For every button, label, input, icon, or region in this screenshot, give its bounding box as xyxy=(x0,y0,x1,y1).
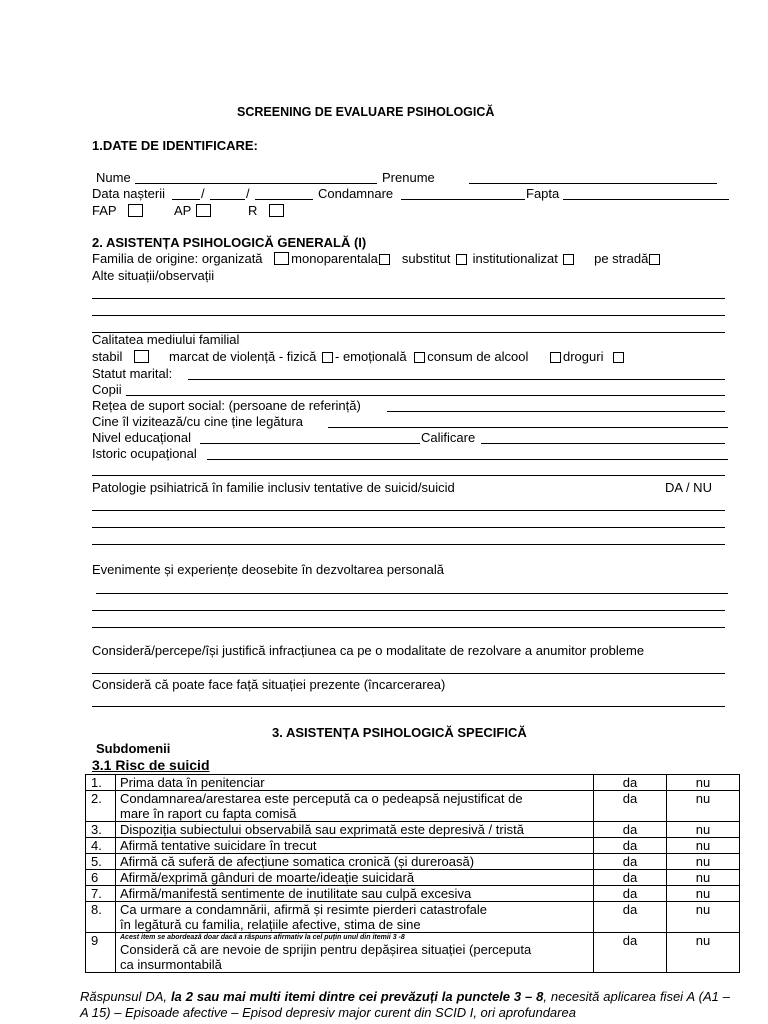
question-text: Afirmă/exprimă gânduri de moarte/ideație suicidară xyxy=(120,870,415,885)
table-row xyxy=(86,854,740,870)
ap-checkbox[interactable] xyxy=(196,204,211,217)
answer-nu[interactable]: nu xyxy=(667,886,740,902)
nume-field[interactable] xyxy=(135,183,377,184)
droguri-label: droguri xyxy=(562,349,604,364)
answer-da[interactable]: da xyxy=(594,854,667,870)
substitut-checkbox[interactable] xyxy=(456,254,467,265)
row-question xyxy=(116,775,594,791)
violenta-fizica-label: marcat de violență - fizică xyxy=(168,349,317,364)
section3-heading: 3. ASISTENȚA PSIHOLOGICĂ SPECIFICĂ xyxy=(272,725,527,740)
monoparentala-label: monoparentala xyxy=(291,251,378,266)
evenimente-line[interactable] xyxy=(92,610,725,611)
institutionalizat-checkbox[interactable] xyxy=(563,254,574,265)
istoric-ocupational-field[interactable] xyxy=(207,459,728,460)
answer-nu[interactable]: nu xyxy=(667,838,740,854)
substitut-label: substitut xyxy=(401,251,451,266)
footnote-end: , necesită aplicarea fisei A (A1 – A 15) – Episoade afective – Episod depresiv major curent din SCID I, ori aprofundarea xyxy=(80,989,730,1020)
answer-nu[interactable]: nu xyxy=(667,870,740,886)
table-row xyxy=(86,870,740,886)
data-nasterii-label: Data nașterii xyxy=(92,186,165,201)
answer-da[interactable]: da xyxy=(594,886,667,902)
organizata-checkbox[interactable] xyxy=(274,252,289,265)
row-number: 4. xyxy=(86,838,116,854)
birth-year-field[interactable] xyxy=(255,199,313,200)
nivel-educational-field[interactable] xyxy=(200,443,420,444)
institutionalizat-label: institutionalizat xyxy=(472,251,558,266)
date-separator: / xyxy=(201,186,205,201)
considera-rezolvare-label: Consideră/percepe/își justifică infracțiunea ca pe o modalitate de rezolvare a anumitor probleme xyxy=(92,643,645,658)
answer-nu[interactable]: nu xyxy=(667,902,740,933)
nume-label: Nume xyxy=(96,170,131,185)
r-checkbox[interactable] xyxy=(269,204,284,217)
table-row xyxy=(86,775,740,791)
r-option xyxy=(248,203,286,218)
answer-nu[interactable]: nu xyxy=(667,775,740,791)
fap-label: FAP xyxy=(92,203,117,218)
row-question xyxy=(116,933,594,973)
row-number: 3. xyxy=(86,822,116,838)
alte-situatii-label: Alte situații/observații xyxy=(92,268,215,283)
violenta-fizica-checkbox[interactable] xyxy=(322,352,333,363)
retea-label: Rețea de suport social: (persoane de referință) xyxy=(92,398,361,413)
question-text: Ca urmare a condamnării, afirmă și resimte pierderi catastrofale xyxy=(120,902,488,917)
retea-field[interactable] xyxy=(387,411,725,412)
ap-label: AP xyxy=(174,203,192,218)
footnote xyxy=(80,989,730,1021)
answer-da[interactable]: da xyxy=(594,791,667,822)
viziteaza-label: Cine îl vizitează/cu cine ține legătura xyxy=(92,414,304,429)
patologie-line[interactable] xyxy=(92,527,725,528)
table-row xyxy=(86,886,740,902)
answer-nu[interactable]: nu xyxy=(667,854,740,870)
question-text: Afirmă că suferă de afecțiune somatica cronică (și dureroasă) xyxy=(120,854,475,869)
alcool-label: consum de alcool xyxy=(427,349,529,364)
emotionala-checkbox[interactable] xyxy=(414,352,425,363)
viziteaza-field[interactable] xyxy=(328,427,728,428)
patologie-line[interactable] xyxy=(92,544,725,545)
alte-situatii-line[interactable] xyxy=(92,298,725,299)
calificare-label: Calificare xyxy=(421,430,476,445)
question-text: Prima data în penitenciar xyxy=(120,775,265,790)
fap-option xyxy=(92,203,145,218)
familia-label: Familia de origine: organizată xyxy=(92,251,263,266)
question-text: Consideră că are nevoie de sprijin pentru depășirea situației (perceputa xyxy=(120,942,532,957)
table-row xyxy=(86,902,740,933)
question-text: Afirmă/manifestă sentimente de inutilitate sau culpă excesiva xyxy=(120,886,472,901)
strada-label: pe stradă xyxy=(594,251,649,266)
considera-situatie-label: Consideră că poate face față situației prezente (încarcerarea) xyxy=(92,677,446,692)
row-number: 5. xyxy=(86,854,116,870)
table-row xyxy=(86,791,740,822)
fapta-label: Fapta xyxy=(526,186,560,201)
subdomenii-label: Subdomenii xyxy=(96,741,171,756)
answer-da[interactable]: da xyxy=(594,775,667,791)
calitatea-options-row xyxy=(92,349,626,364)
row-question xyxy=(116,854,594,870)
emotionala-label: - emoțională xyxy=(335,349,407,364)
fapta-field[interactable] xyxy=(563,199,729,200)
r-label: R xyxy=(248,203,258,218)
patologie-line[interactable] xyxy=(92,510,725,511)
answer-nu[interactable]: nu xyxy=(667,933,740,973)
prenume-field[interactable] xyxy=(469,183,717,184)
evenimente-line[interactable] xyxy=(92,627,725,628)
monoparentala-checkbox[interactable] xyxy=(379,254,390,265)
nivel-educational-label: Nivel educațional xyxy=(92,430,192,445)
table-row xyxy=(86,838,740,854)
table-row xyxy=(86,822,740,838)
row-question xyxy=(116,902,594,933)
alte-situatii-line[interactable] xyxy=(92,315,725,316)
condamnare-label: Condamnare xyxy=(318,186,394,201)
table-row xyxy=(86,933,740,973)
section2-heading: 2. ASISTENȚA PSIHOLOGICĂ GENERALĂ (I) xyxy=(92,235,367,250)
row-question xyxy=(116,886,594,902)
row-question xyxy=(116,838,594,854)
prenume-label: Prenume xyxy=(382,170,435,185)
row-number: 9 xyxy=(86,933,116,973)
copii-label: Copii xyxy=(92,382,122,397)
alcool-checkbox[interactable] xyxy=(550,352,561,363)
question-text-cont: ca insurmontabilă xyxy=(120,957,222,972)
row-number: 8. xyxy=(86,902,116,933)
row-number: 1. xyxy=(86,775,116,791)
considera-rezolvare-line[interactable] xyxy=(92,673,725,674)
question-text: Afirmă tentative suicidare în trecut xyxy=(120,838,317,853)
stabil-label: stabil xyxy=(92,349,123,364)
considera-situatie-line[interactable] xyxy=(92,706,725,707)
answer-da[interactable]: da xyxy=(594,902,667,933)
evenimente-line[interactable] xyxy=(96,593,728,594)
stabil-checkbox[interactable] xyxy=(134,350,149,363)
droguri-checkbox[interactable] xyxy=(613,352,624,363)
copii-field[interactable] xyxy=(126,395,725,396)
row-note: Acest item se abordează doar dacă a răspuns afirmativ la cel puțin unul din itemii 3 -8 xyxy=(120,934,405,941)
patologie-da-nu[interactable]: DA / NU xyxy=(665,480,712,495)
istoric-ocupational-label: Istoric ocupațional xyxy=(92,446,197,461)
risc-suicid-heading: 3.1 Risc de suicid xyxy=(92,757,210,773)
risc-suicid-table xyxy=(85,774,740,973)
istoric-ocupational-line[interactable] xyxy=(92,475,725,476)
answer-da[interactable]: da xyxy=(594,822,667,838)
row-question xyxy=(116,822,594,838)
section1-heading: 1.DATE DE IDENTIFICARE: xyxy=(92,138,258,153)
row-question xyxy=(116,791,594,822)
evenimente-label: Evenimente și experiențe deosebite în dezvoltarea personală xyxy=(92,562,444,577)
birth-day-field[interactable] xyxy=(172,199,200,200)
question-text: Dispoziția subiectului observabilă sau exprimată este depresivă / tristă xyxy=(120,822,524,837)
fap-checkbox[interactable] xyxy=(128,204,143,217)
question-text-cont: mare în raport cu fapta comisă xyxy=(120,806,297,821)
row-number: 2. xyxy=(86,791,116,822)
condamnare-field[interactable] xyxy=(401,199,525,200)
form-title: SCREENING DE EVALUARE PSIHOLOGICĂ xyxy=(237,105,495,119)
footnote-start: Răspunsul DA, xyxy=(80,989,171,1004)
answer-da[interactable]: da xyxy=(594,838,667,854)
question-text-cont: în legătură cu familia, relațiile afective, stima de sine xyxy=(120,917,421,932)
statut-marital-label: Statut marital: xyxy=(92,366,173,381)
answer-da[interactable]: da xyxy=(594,933,667,973)
question-text: Condamnarea/arestarea este percepută ca o pedeapsă nejustificat de xyxy=(120,791,523,806)
ap-option xyxy=(174,203,213,218)
row-question xyxy=(116,870,594,886)
answer-nu[interactable]: nu xyxy=(667,791,740,822)
strada-checkbox[interactable] xyxy=(649,254,660,265)
statut-marital-field[interactable] xyxy=(188,379,725,380)
familia-origine-row xyxy=(92,251,662,266)
date-separator: / xyxy=(246,186,250,201)
birth-month-field[interactable] xyxy=(210,199,245,200)
answer-da[interactable]: da xyxy=(594,870,667,886)
calitatea-label: Calitatea mediului familial xyxy=(92,332,240,347)
row-number: 7. xyxy=(86,886,116,902)
patologie-label: Patologie psihiatrică în familie inclusiv tentative de suicid/suicid xyxy=(92,480,455,495)
calificare-field[interactable] xyxy=(481,443,725,444)
row-number: 6 xyxy=(86,870,116,886)
footnote-bold: la 2 sau mai multi itemi dintre cei prevăzuți la punctele 3 – 8 xyxy=(170,989,544,1004)
answer-nu[interactable]: nu xyxy=(667,822,740,838)
